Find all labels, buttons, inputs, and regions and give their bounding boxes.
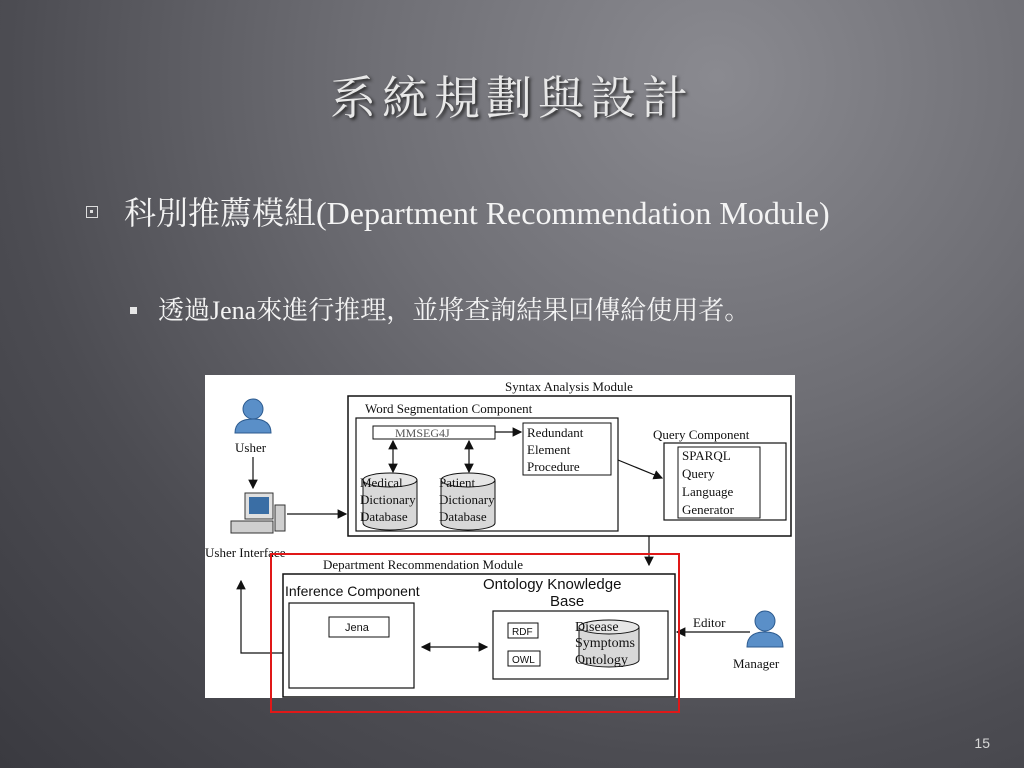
manager-label: Manager [733, 656, 780, 671]
jena-label: Jena [345, 622, 369, 634]
word-seg-label: Word Segmentation Component [365, 401, 533, 416]
redundant-line1: Redundant [527, 425, 584, 440]
computer-icon [231, 493, 285, 533]
owl-label: OWL [512, 655, 535, 666]
editor-label: Editor [693, 615, 726, 630]
sparql-line1: SPARQL [682, 448, 731, 463]
ontology-kb-line1: Ontology Knowledge [483, 576, 622, 593]
usher-label: Usher [235, 440, 267, 455]
manager-person-icon [747, 611, 783, 647]
bullet-level1-text: 科別推薦模組(Department Recommendation Module) [124, 195, 830, 231]
ontology-kb-line2: Base [550, 593, 585, 610]
disease-line1: Disease [575, 620, 619, 635]
rdf-label: RDF [512, 627, 533, 638]
bullet-level2-text: 透過Jena來進行推理，並將查詢結果回傳給使用者。 [158, 296, 751, 325]
sparql-line2: Query [682, 466, 715, 481]
medical-db-line3: Database [360, 509, 408, 524]
disease-line2: Symptoms [575, 636, 635, 651]
bullet-level2 [130, 294, 950, 328]
disease-line3: Ontology [575, 653, 628, 668]
sparql-line3: Language [682, 484, 734, 499]
patient-db-line3: Database [439, 509, 487, 524]
redundant-line2: Element [527, 442, 571, 457]
slide-number: 15 [974, 735, 990, 751]
query-component-label: Query Component [653, 427, 750, 442]
medical-db-line1: Medical [360, 475, 403, 490]
patient-db-line2: Dictionary [439, 492, 495, 507]
usher-person-icon [235, 399, 271, 433]
dept-module-label: Department Recommendation Module [323, 557, 524, 572]
highlight-box [270, 553, 680, 713]
patient-db-line1: Patient [439, 475, 476, 490]
bullet-level1 [88, 192, 868, 234]
redundant-line3: Procedure [527, 459, 580, 474]
square-bullet-icon [130, 307, 137, 314]
syntax-module-label: Syntax Analysis Module [505, 379, 633, 394]
slide-title: 系統規劃與設計 [330, 71, 694, 125]
inference-label: Inference Component [285, 583, 420, 599]
sparql-line4: Generator [682, 502, 734, 517]
box-bullet-icon [86, 206, 98, 218]
medical-db-line2: Dictionary [360, 492, 416, 507]
mmseg-label: MMSEG4J [395, 426, 450, 440]
usher-interface-label: Usher Interface [205, 545, 286, 560]
